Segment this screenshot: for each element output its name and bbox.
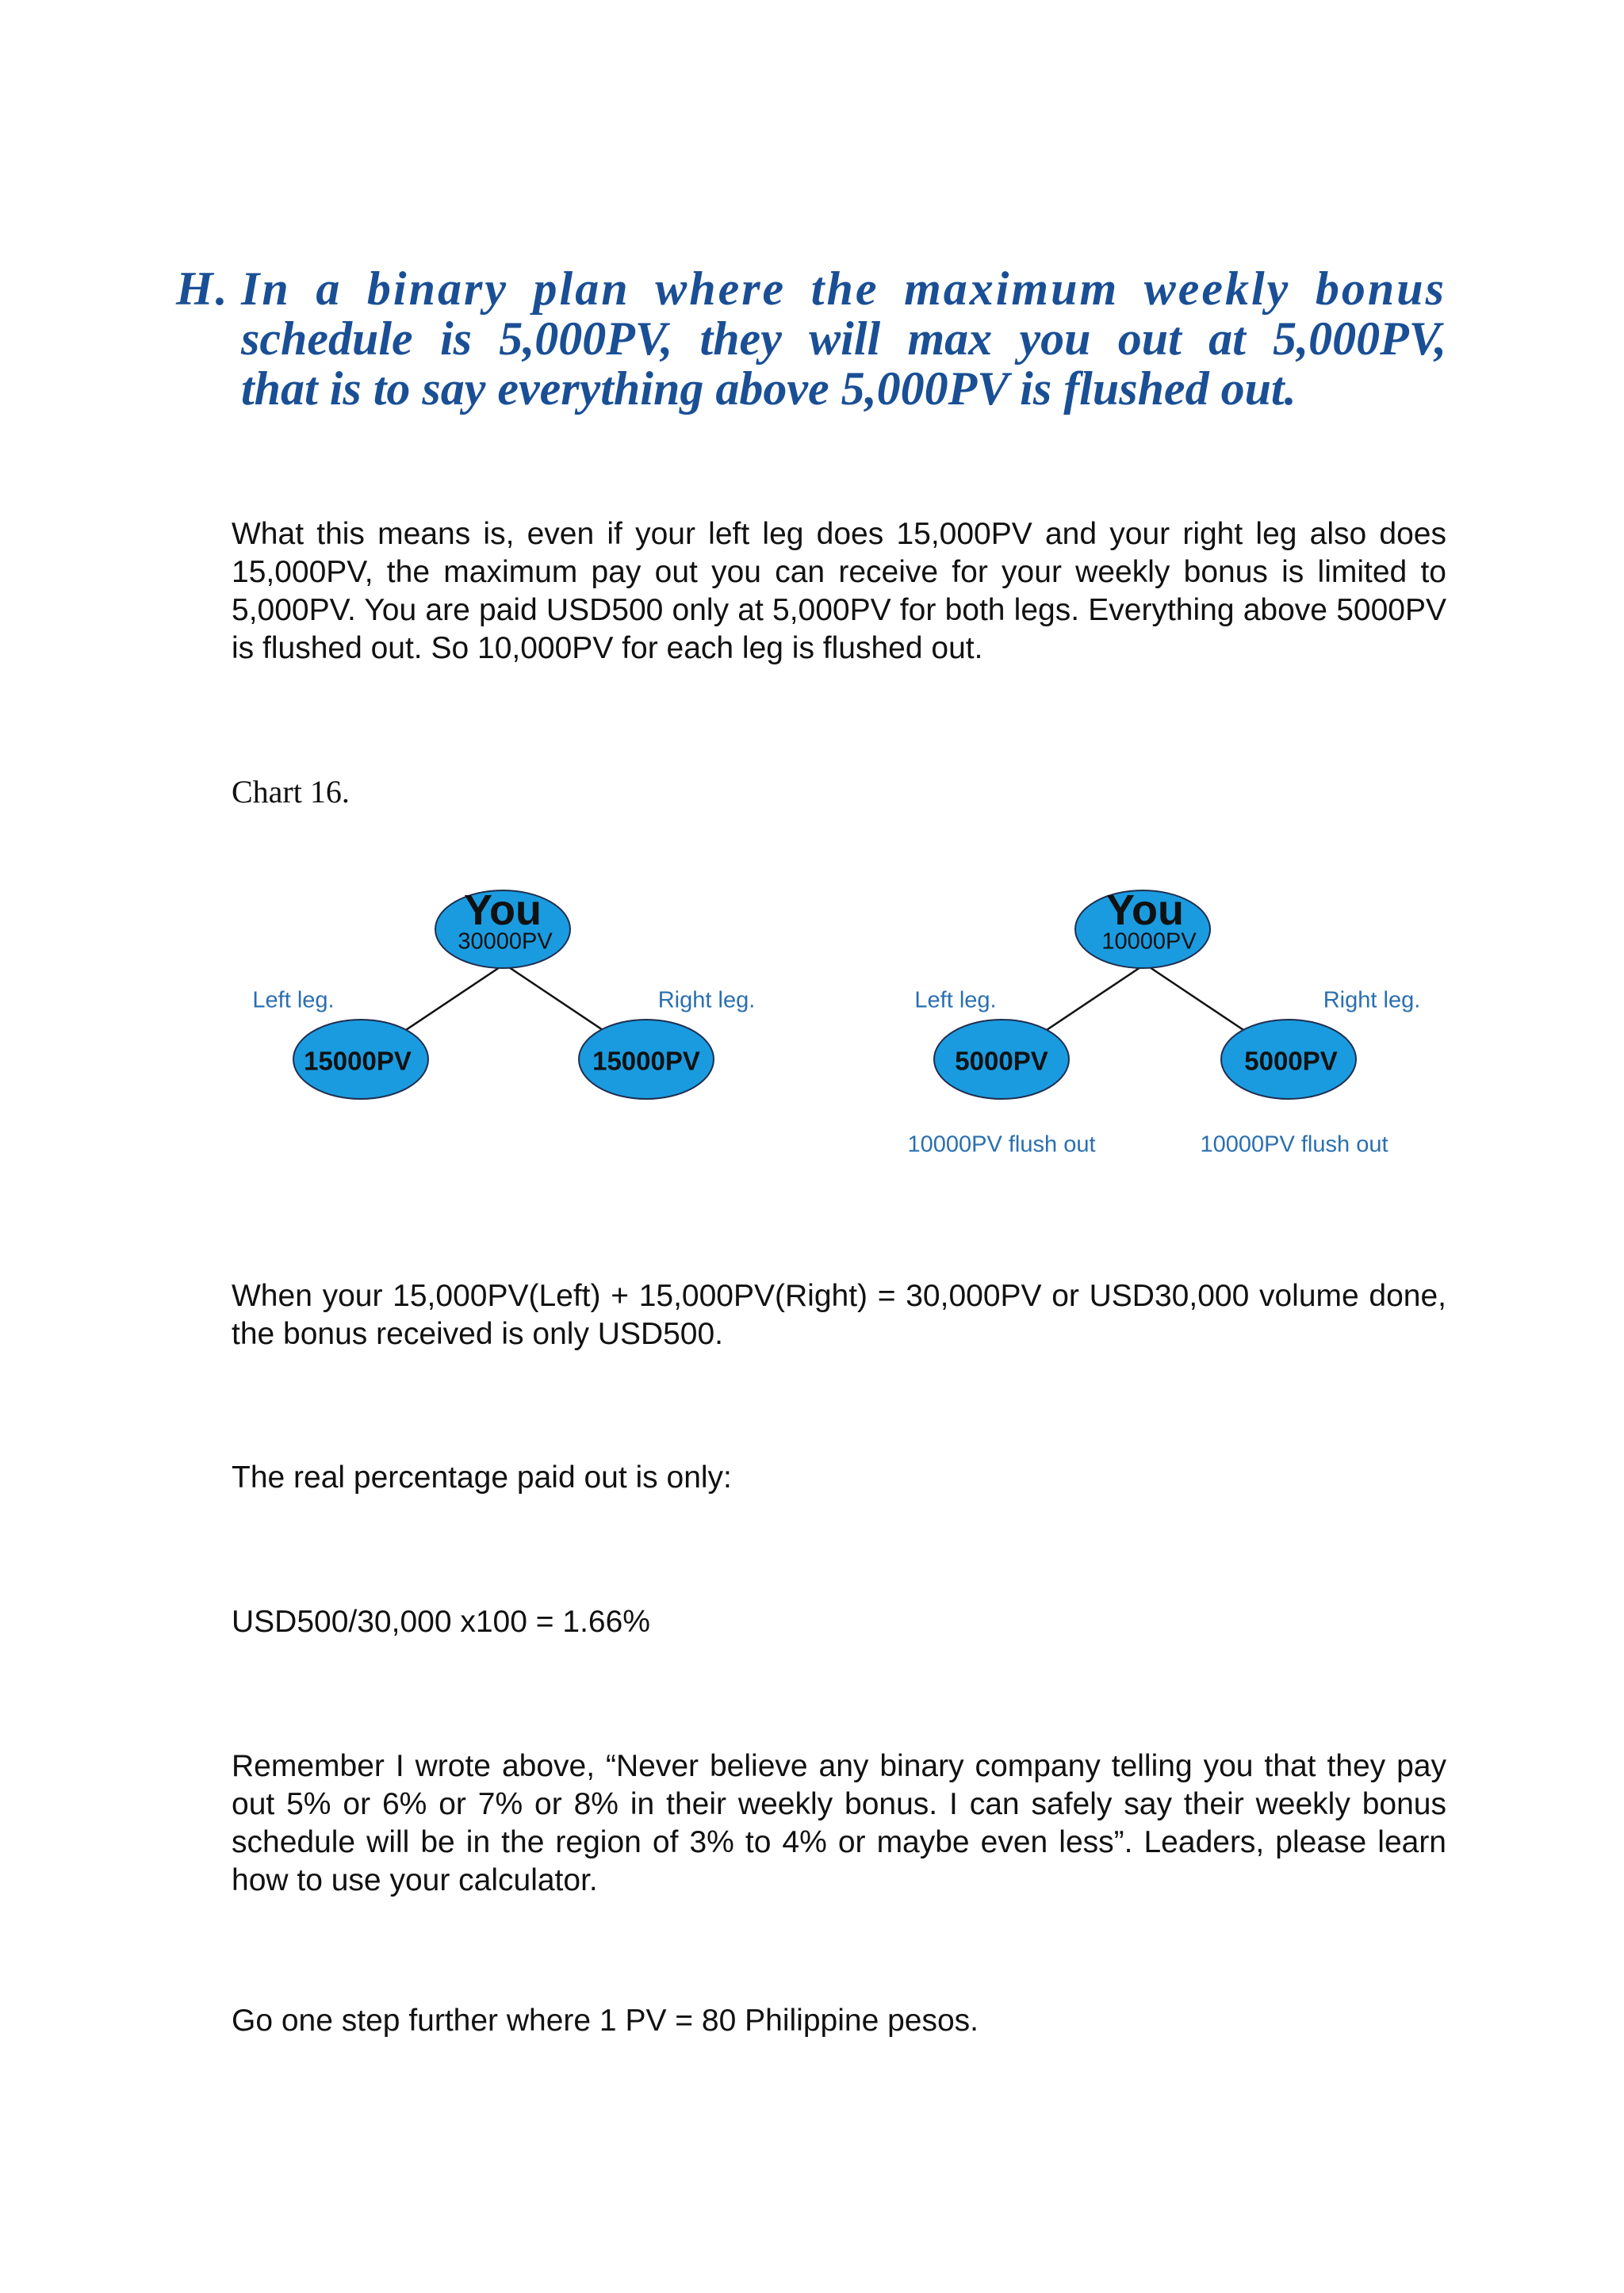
heading-line-2: schedule is 5,000PV, they will max you out at 5,000PV, — [241, 312, 1446, 365]
left-tree-left-value: 15000PV — [304, 1046, 412, 1076]
right-tree-left-leg-label: Left leg. — [914, 987, 997, 1013]
paragraph-volume-done: When your 15,000PV(Left) + 15,000PV(Right) = 30,000PV or USD30,000 volume done, the bonus received is only USD500. — [232, 1279, 1446, 1351]
right-tree-right-leg-label: Right leg. — [1323, 987, 1421, 1013]
right-tree-left-value: 5000PV — [955, 1046, 1048, 1076]
paragraph-next-step: Go one step further where 1 PV = 80 Philippine pesos. — [232, 2004, 979, 2038]
right-tree-right-value: 5000PV — [1244, 1046, 1338, 1076]
paragraph-calculation: USD500/30,000 x100 = 1.66% — [232, 1605, 650, 1639]
right-tree-left-flush-label: 10000PV flush out — [907, 1131, 1096, 1158]
chart-label: Chart 16. — [232, 774, 350, 810]
section-heading — [176, 264, 1446, 414]
left-tree-left-leg-label: Left leg. — [252, 987, 335, 1013]
right-tree-root-title: You — [1106, 886, 1184, 934]
left-tree-right-leg-label: Right leg. — [657, 987, 756, 1013]
right-tree-right-flush-label: 10000PV flush out — [1200, 1131, 1388, 1158]
left-tree-right-edge — [504, 964, 610, 1035]
paragraph-real-percentage: The real percentage paid out is only: — [232, 1460, 732, 1495]
left-tree-left-edge — [399, 964, 504, 1035]
heading-marker: H. — [176, 262, 230, 315]
heading-line-3: that is to say everything above 5,000PV is flushed out. — [241, 362, 1297, 415]
left-tree-root-value: 30000PV — [458, 928, 553, 955]
paragraph-explanation: What this means is, even if your left leg does 15,000PV and your right leg also does 15,000PV, the maximum pay out you can receive for your weekly bonus is limited to 5,000PV. You are paid USD500 only at 5,000PV for both legs. Everything above 5000PV is flushed out. So 10,000PV for each leg is flushed out. — [232, 517, 1446, 665]
left-tree-right-value: 15000PV — [592, 1046, 700, 1076]
heading-line-1-text: In a binary plan where the maximum weekly bonus — [241, 262, 1446, 315]
binary-tree-diagram — [0, 856, 1624, 1173]
tree-connectors — [0, 856, 1624, 1173]
left-tree-root-title: You — [464, 886, 542, 934]
right-tree-right-edge — [1145, 964, 1251, 1035]
heading-line-1 — [176, 264, 1446, 314]
right-tree-left-edge — [1040, 964, 1145, 1035]
paragraph-remember: Remember I wrote above, “Never believe any binary company telling you that they pay out 5% or 6% or 7% or 8% in their weekly bonus. I can safely say their weekly bonus schedule will be in the region of 3% to 4% or maybe even less”. Leaders, please learn how to use your calculator. — [232, 1749, 1446, 1897]
right-tree-root-value: 10000PV — [1101, 928, 1197, 955]
